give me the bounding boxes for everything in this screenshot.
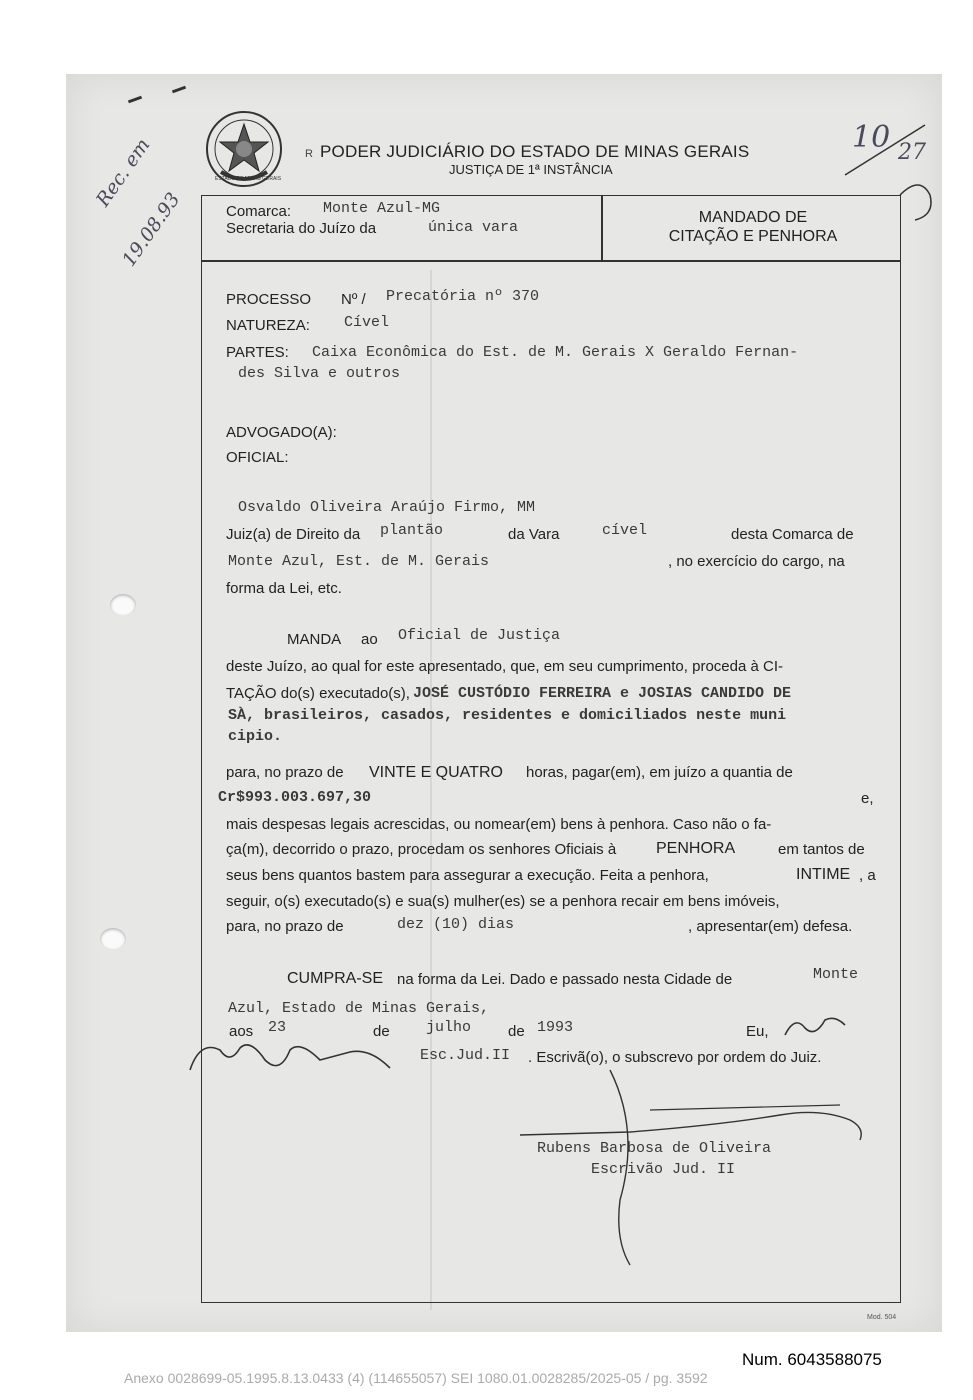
vara-value: cível [602, 522, 648, 539]
escriva-text: . Escrivã(o), o subscrevo por ordem do Juiz. [528, 1049, 822, 1066]
page-subtitle: JUSTIÇA DE 1ª INSTÂNCIA [449, 162, 613, 177]
secretaria-label: Secretaria do Juízo da [226, 220, 377, 237]
executados-value: JOSÉ CUSTÓDIO FERREIRA e JOSIAS CANDIDO DE [413, 685, 792, 702]
exercicio-label: , no exercício do cargo, na [668, 553, 845, 570]
processo-number-label: Nº / [341, 291, 366, 308]
cumpra-text: na forma da Lei. Dado e passado nesta Cidade de [397, 971, 733, 988]
amount-suffix: e, [861, 790, 874, 807]
signature-icon [840, 115, 940, 225]
advogado-label: ADVOGADO(A): [226, 424, 337, 441]
footer-reference: Anexo 0028699-05.1995.8.13.0433 (4) (114655057) SEI 1080.01.0028285/2025-05 / pg. 3592 [124, 1370, 708, 1386]
form-code: Mod. 504 [867, 1314, 897, 1321]
frame-divider [201, 260, 901, 262]
document-title-line2: CITAÇÃO E PENHORA [668, 228, 838, 245]
manda-label: MANDA [287, 631, 342, 648]
natureza-label: NATUREZA: [226, 317, 310, 334]
da-vara-label: da Vara [508, 526, 560, 543]
de-label: de [373, 1023, 390, 1040]
month-value: julho [426, 1019, 472, 1036]
signature-icon [780, 1010, 850, 1040]
forma-label: forma da Lei, etc. [226, 580, 342, 597]
judge-comarca-value: Monte Azul, Est. de M. Gerais [228, 553, 490, 570]
seal-text: ESTADO DE MINAS GERAIS [215, 176, 282, 182]
signer-name: Rubens Barbosa de Oliveira [537, 1140, 772, 1157]
page-title: PODER JUDICIÁRIO DO ESTADO DE MINAS GERAIS [320, 142, 750, 161]
day-value: 23 [268, 1019, 287, 1036]
document-number: Num. 6043588075 [742, 1350, 882, 1369]
r-mark: R [305, 148, 313, 160]
prazo-text: para, no prazo de [226, 764, 344, 781]
esc-value: Esc.Jud.II [420, 1047, 511, 1064]
comarca-value: Monte Azul-MG [323, 200, 441, 217]
order-text-line: deste Juízo, ao qual for este apresentado, que, em seu cumprimento, proceda à CI- [226, 658, 783, 675]
page-number-handwritten: 27 [898, 140, 926, 165]
signature-icon [180, 1030, 420, 1080]
city-value: Azul, Estado de Minas Gerais, [228, 1000, 490, 1017]
plantao-value: plantão [380, 522, 444, 539]
processo-value: Precatória nº 370 [386, 288, 540, 305]
page-number-handwritten: 10 [852, 120, 891, 155]
processo-label: PROCESSO [226, 291, 312, 308]
judge-name: Osvaldo Oliveira Araújo Firmo, MM [238, 499, 536, 516]
ao-label: ao [361, 631, 378, 648]
comarca-de-label: desta Comarca de [731, 526, 854, 543]
signer-title: Escrivão Jud. II [591, 1161, 736, 1178]
order-text-line: , apresentar(em) defesa. [688, 918, 853, 935]
punch-hole [100, 928, 126, 950]
penhora-bold: PENHORA [656, 840, 736, 857]
document-title-line1: MANDADO DE [698, 209, 808, 226]
partes-label: PARTES: [226, 344, 289, 361]
frame-divider [601, 195, 603, 261]
order-text-line: seguir, o(s) executado(s) e sua(s) mulher(es) se a penhora recair em bens imóveis, [226, 893, 780, 910]
de-label: de [508, 1023, 525, 1040]
city-value: Monte [813, 966, 859, 983]
order-text-line: seus bens quantos bastem para assegurar a execução. Feita a penhora, [226, 867, 709, 884]
executados-value: cipio. [228, 728, 283, 745]
cumpra-bold: CUMPRA-SE [287, 970, 384, 987]
defesa-prazo-value: dez (10) dias [397, 916, 515, 933]
order-text-line: ça(m), decorrido o prazo, procedam os senhores Oficiais à [226, 841, 617, 858]
order-text-line: , a [859, 867, 876, 884]
margin-note: Rec. em [92, 134, 155, 211]
amount-value: Cr$993.003.697,30 [218, 789, 372, 806]
oficial-label: OFICIAL: [226, 449, 289, 466]
margin-note: 19.08.93 [118, 188, 185, 271]
partes-value: Caixa Econômica do Est. de M. Gerais X Geraldo Fernan- [312, 344, 799, 361]
order-text-line: para, no prazo de [226, 918, 344, 935]
signature-icon [520, 1070, 880, 1270]
punch-hole [110, 594, 136, 616]
comarca-label: Comarca: [226, 203, 292, 220]
oficial-value: Oficial de Justiça [398, 627, 561, 644]
partes-value: des Silva e outros [238, 365, 401, 382]
order-text-line: mais despesas legais acrescidas, ou nomear(em) bens à penhora. Caso não o fa- [226, 816, 772, 833]
prazo-bold: VINTE E QUATRO [369, 764, 503, 781]
natureza-value: Cível [344, 314, 390, 331]
secretaria-value: única vara [428, 219, 519, 236]
order-text-line: em tantos de [778, 841, 865, 858]
intime-bold: INTIME [796, 866, 851, 883]
juiz-label: Juiz(a) de Direito da [226, 526, 361, 543]
prazo-text: horas, pagar(em), em juízo a quantia de [526, 764, 793, 781]
executados-value: SÀ, brasileiros, casados, residentes e domiciliados neste muni [228, 707, 787, 724]
aos-label: aos [229, 1023, 254, 1040]
year-value: 1993 [537, 1019, 574, 1036]
citacao-label: TAÇÃO do(s) executado(s), [226, 685, 410, 702]
eu-label: Eu, [746, 1023, 769, 1040]
